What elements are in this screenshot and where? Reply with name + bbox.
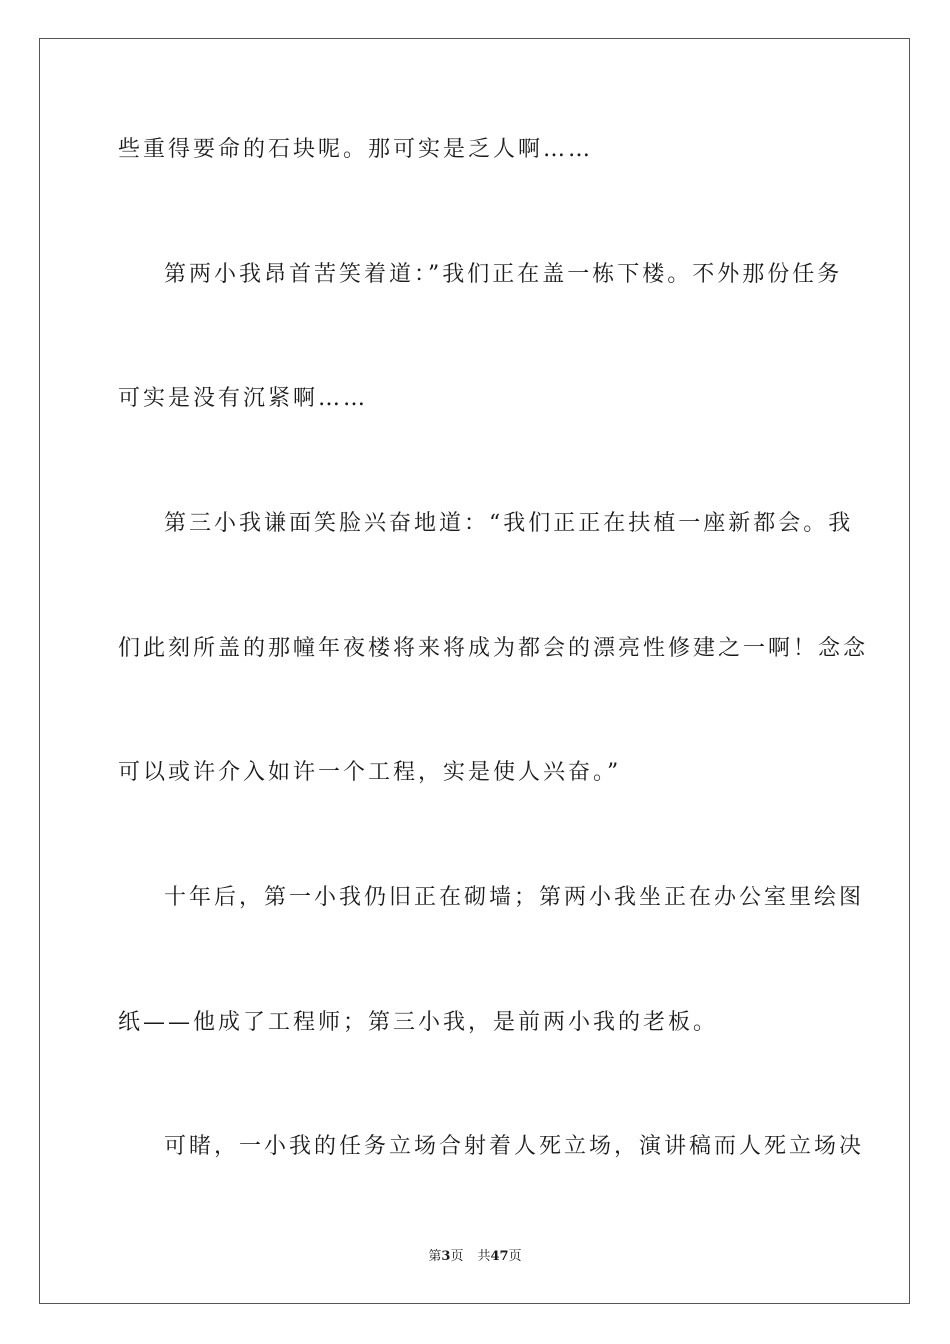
page-number: 3 [441,1249,451,1264]
paragraph-first-line: 第两小我昂首苦笑着道：”我们正在盖一栋下楼。不外那份任务 [164,262,843,287]
page-prefix: 第 [428,1249,442,1264]
text-line: 们此刻所盖的那幢年夜楼将来将成为都会的漂亮性修建之一啊！念念 [118,636,869,661]
page-footer [0,1249,950,1265]
text-line: 纸——他成了工程师；第三小我，是前两小我的老板。 [118,1010,719,1035]
page-border [39,38,910,1304]
paragraph-first-line: 可睹，一小我的任务立场合射着人死立场，演讲稿而人死立场决 [164,1134,865,1159]
paragraph-first-line: 第三小我谦面笑脸兴奋地道：“我们正正在扶植一座新都会。我 [164,511,854,536]
total-suffix: 页 [508,1249,522,1264]
page-suffix: 页 [450,1249,464,1264]
text-line: 可以或许介入如许一个工程，实是使人兴奋。” [118,760,622,785]
text-line: 些重得要命的石块呢。那可实是乏人啊…… [118,137,594,162]
paragraph-first-line: 十年后，第一小我仍旧正在砌墙；第两小我坐正在办公室里绘图 [164,885,865,910]
total-pages: 47 [490,1249,509,1264]
text-line: 可实是没有沉紧啊…… [118,386,369,411]
total-prefix: 共 [477,1249,491,1264]
